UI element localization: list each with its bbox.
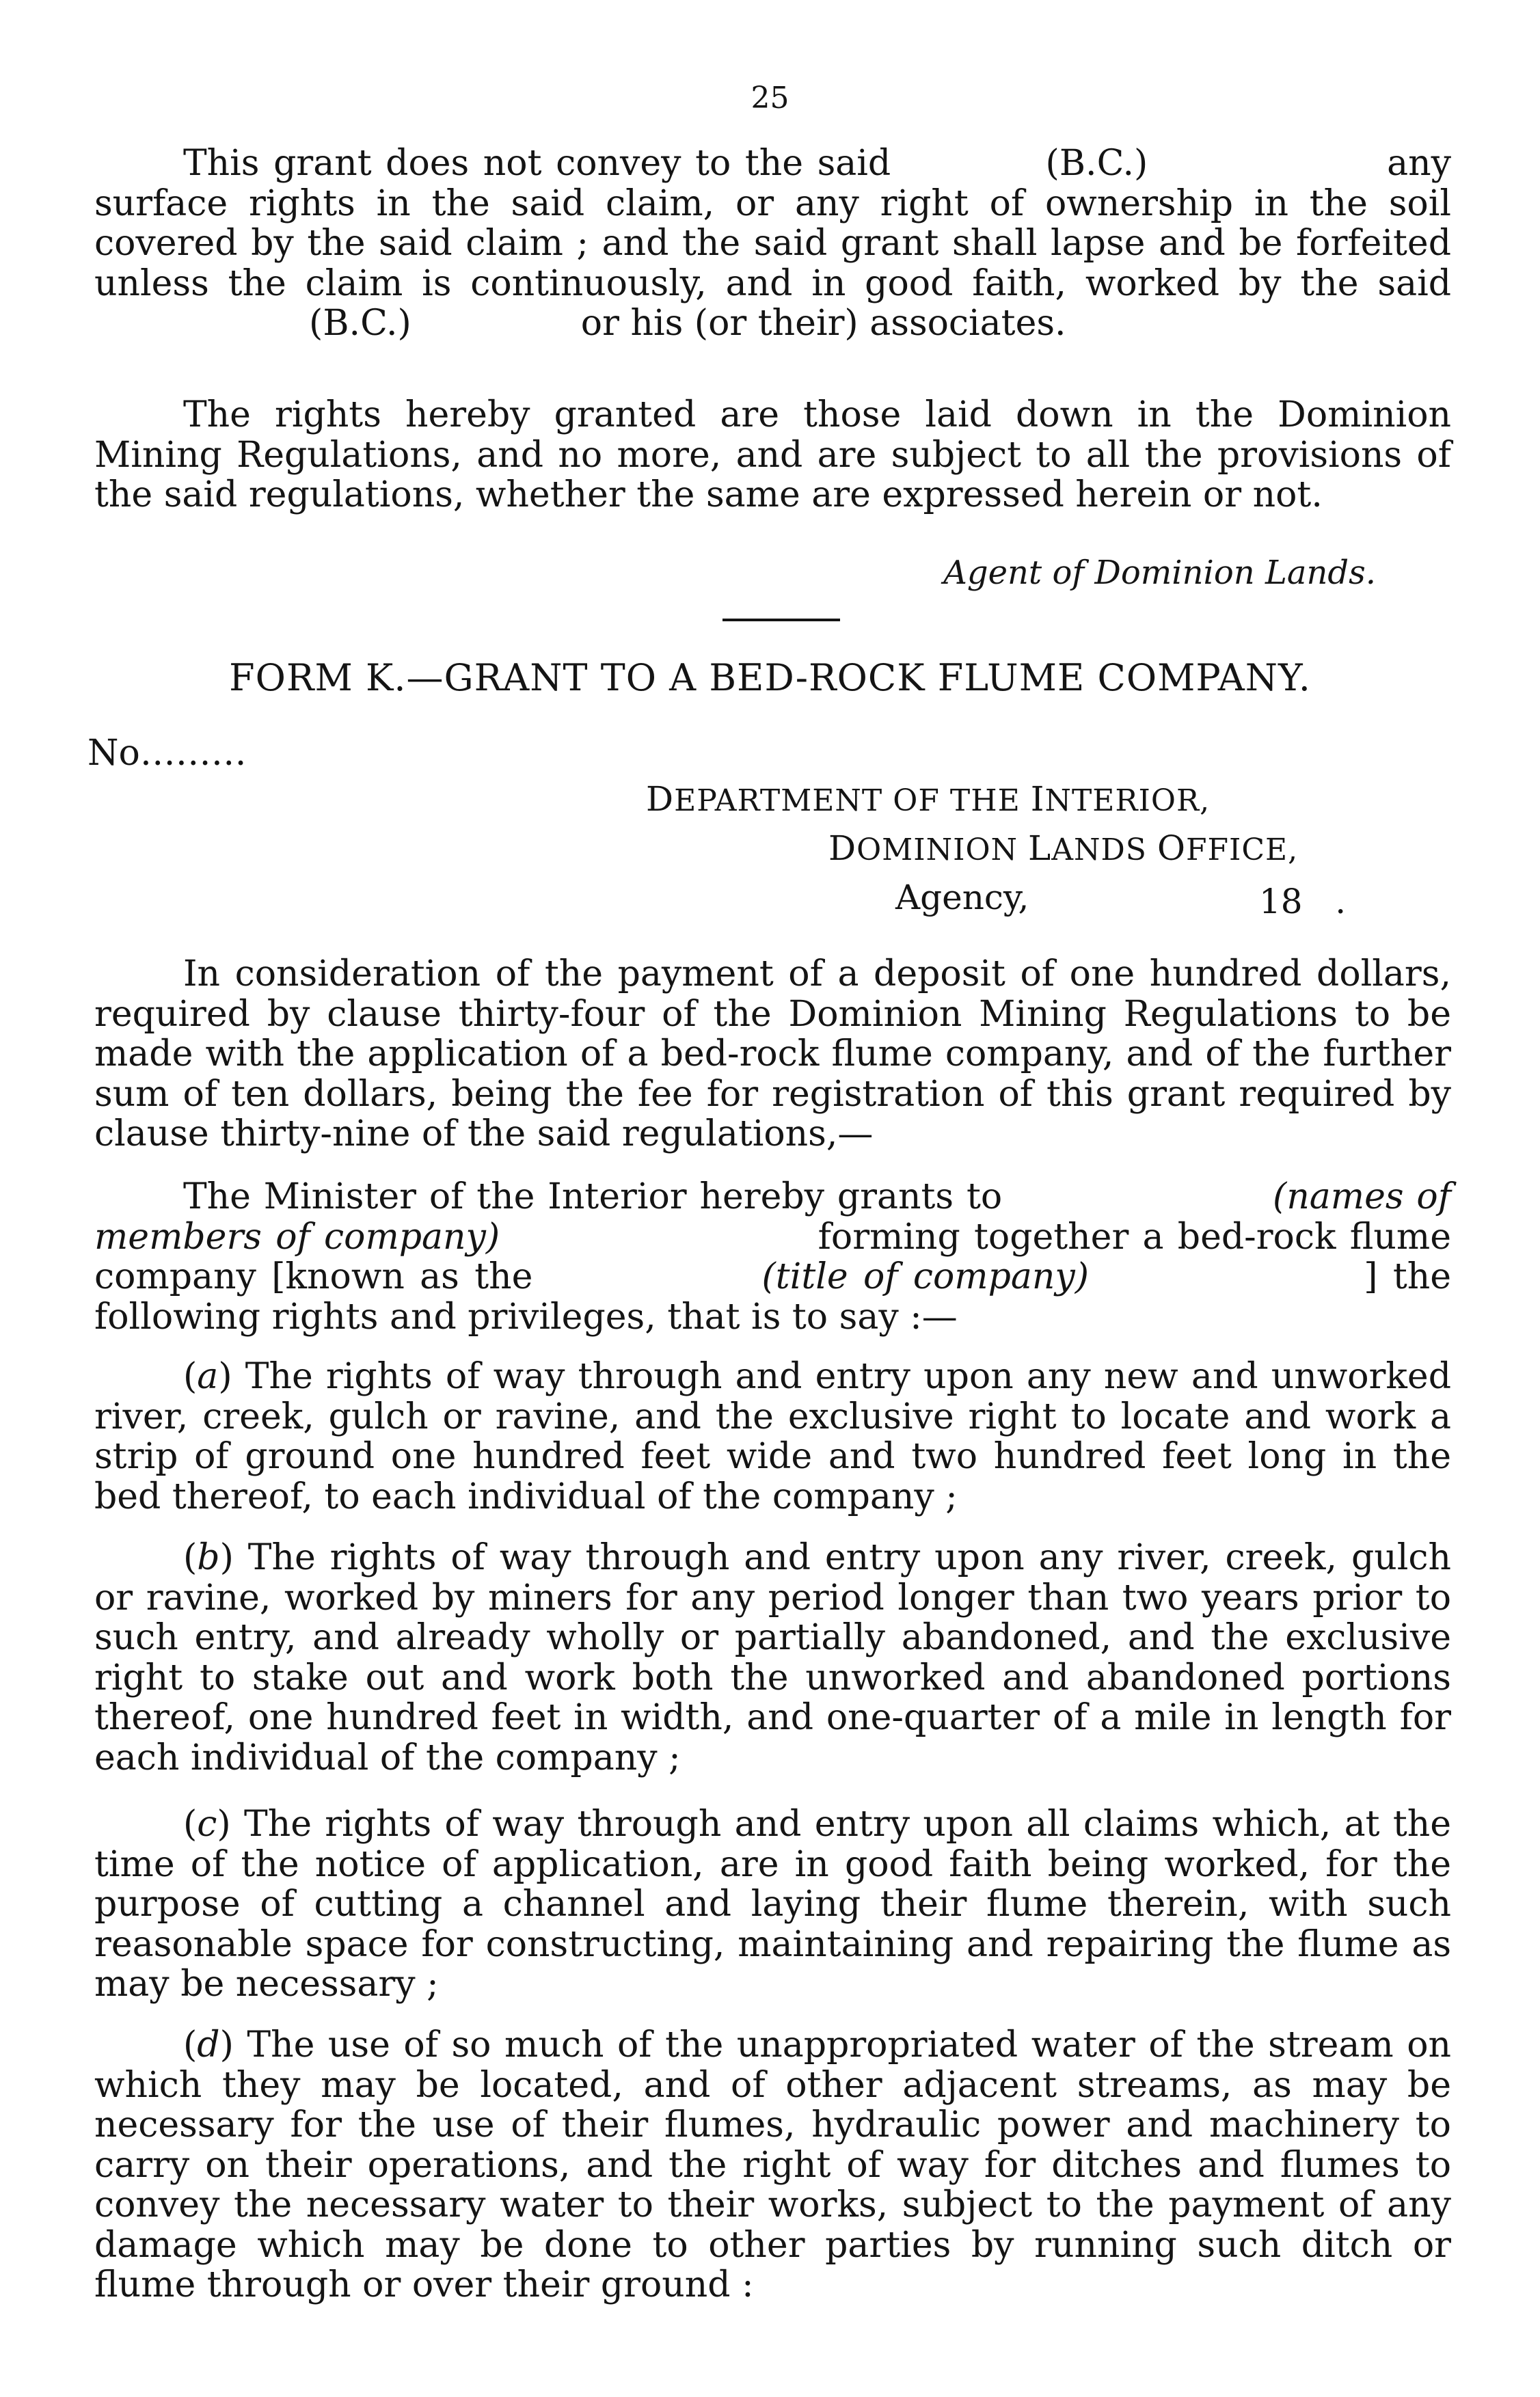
list-item: (c) The rights of way through and entry upon all claims which, at the time of the notice of application, are in good faith being worked, for the purpose of cutting a channel and laying their flume therein, with such reasonable space for constructing, maintaining and repairing the flume as may be necessary ;	[94, 1804, 1451, 2005]
list-item: (b) The rights of way through and entry upon any river, creek, gulch or ravine, worked by miners for any period longer than two years prior to such entry, and already wholly or partially abandoned, and the exclusive right to stake out and work both the unworked and abandoned portions thereof, one hundred feet in width, and one-quarter of a mile in length for each individual of the company ;	[94, 1537, 1451, 1778]
item-label: c	[197, 1804, 217, 1845]
item-text: The use of so much of the unappropriated water of the stream on which they may be located, and of other adjacent streams, as may be necessary for the use of their flumes, hydraulic power and machinery to carry on their operations, and the right of way for ditches and flumes to convey the necessary water to their works, subject to the payment of any damage which may be done to other parties by running such ditch or flume through or over their ground :	[94, 2024, 1451, 2305]
paragraph-regulations: The rights hereby granted are those laid down in the Dominion Mining Regulations, and no more, and are subject to all the provisions of the said regulations, whether the same are expressed herein or not.	[94, 394, 1451, 515]
page-number: 25	[751, 81, 789, 116]
rights-block	[94, 395, 1451, 515]
signature-line: Agent of Dominion Lands.	[943, 554, 1376, 592]
office-line: DOMINION LANDS OFFICE,	[828, 828, 1299, 868]
item-c-block	[94, 1804, 1451, 2005]
item-d-block	[94, 2025, 1451, 2305]
section-divider	[722, 619, 840, 621]
grant-text-3: ] the following rights and privileges, that is to say :—	[94, 1256, 1451, 1338]
department-line: DEPARTMENT OF THE INTERIOR,	[646, 779, 1211, 819]
list-item: (a) The rights of way through and entry upon any new and unworked river, creek, gulch or ravine, and the exclusive right to locate and work a strip of ground one hundred feet wide and two hundred feet long in the bed thereof, to each individual of the company ;	[94, 1356, 1451, 1517]
item-label: b	[197, 1537, 220, 1578]
item-label: a	[197, 1356, 219, 1397]
paragraph-grant	[94, 1177, 1451, 1337]
title-of-company-placeholder: (title of company)	[761, 1256, 1090, 1297]
form-title: FORM K.—GRANT TO A BED-ROCK FLUME COMPANY.	[229, 656, 1311, 699]
grant-conditions-block	[94, 144, 1451, 344]
paragraph-consideration: In consideration of the payment of a deposit of one hundred dollars, required by clause thirty-four of the Dominion Mining Regulations to be made with the application of a bed-rock flume company, and of the further sum of ten dollars, being the fee for registration of this grant required by clause thirty-nine of the said regulations,—	[94, 953, 1451, 1154]
grant-block	[94, 1177, 1451, 1337]
item-b-block	[94, 1538, 1451, 1778]
item-text: The rights of way through and entry upon any river, creek, gulch or ravine, worked by miners for any period longer than two years prior to such entry, and already wholly or partially abandoned, and the exclusive right to stake out and work both the unworked and abandoned portions thereof, one hundred feet in width, and one-quarter of a mile in length for each individual of the company ;	[94, 1537, 1451, 1778]
item-text: The rights of way through and entry upon all claims which, at the time of the notice of application, are in good faith being worked, for the purpose of cutting a channel and laying their flume therein, with such reasonable space for constructing, maintaining and repairing the flume as may be necessary ;	[94, 1804, 1451, 2005]
paragraph-surface-rights: This grant does not convey to the said (B.C.) any surface rights in the said claim, or any right of ownership in the soil covered by the said claim ; and the said grant shall lapse and be forfeited unless the claim is continuously, and in good faith, worked by the said (B.C.) or his (or their) associates.	[94, 143, 1451, 344]
signature-block	[94, 554, 1451, 601]
item-label: d	[197, 2024, 220, 2066]
grant-text-1: The Minister of the Interior hereby grants to	[183, 1176, 1273, 1217]
consideration-block	[94, 954, 1451, 1154]
item-a-block	[94, 1357, 1451, 1517]
names-of-members-placeholder: (names of members of company)	[94, 1176, 1451, 1258]
list-item: (d) The use of so much of the unappropriated water of the stream on which they may be located, and of other adjacent streams, as may be necessary for the use of their flumes, hydraulic power and machinery to carry on their operations, and the right of way for ditches and flumes to convey the necessary water to their works, subject to the payment of any damage which may be done to other parties by running such ditch or flume through or over their ground :	[94, 2024, 1451, 2305]
item-text: The rights of way through and entry upon any new and unworked river, creek, gulch or ravine, and the exclusive right to locate and work a strip of ground one hundred feet wide and two hundred feet long in the bed thereof, to each individual of the company ;	[94, 1356, 1451, 1517]
agency-label: Agency,	[895, 878, 1029, 917]
grant-text-2: forming together a bed-rock flume company [known as the	[94, 1216, 1451, 1297]
date-year: 18 .	[1259, 882, 1347, 921]
form-number-label: No………	[87, 733, 247, 774]
